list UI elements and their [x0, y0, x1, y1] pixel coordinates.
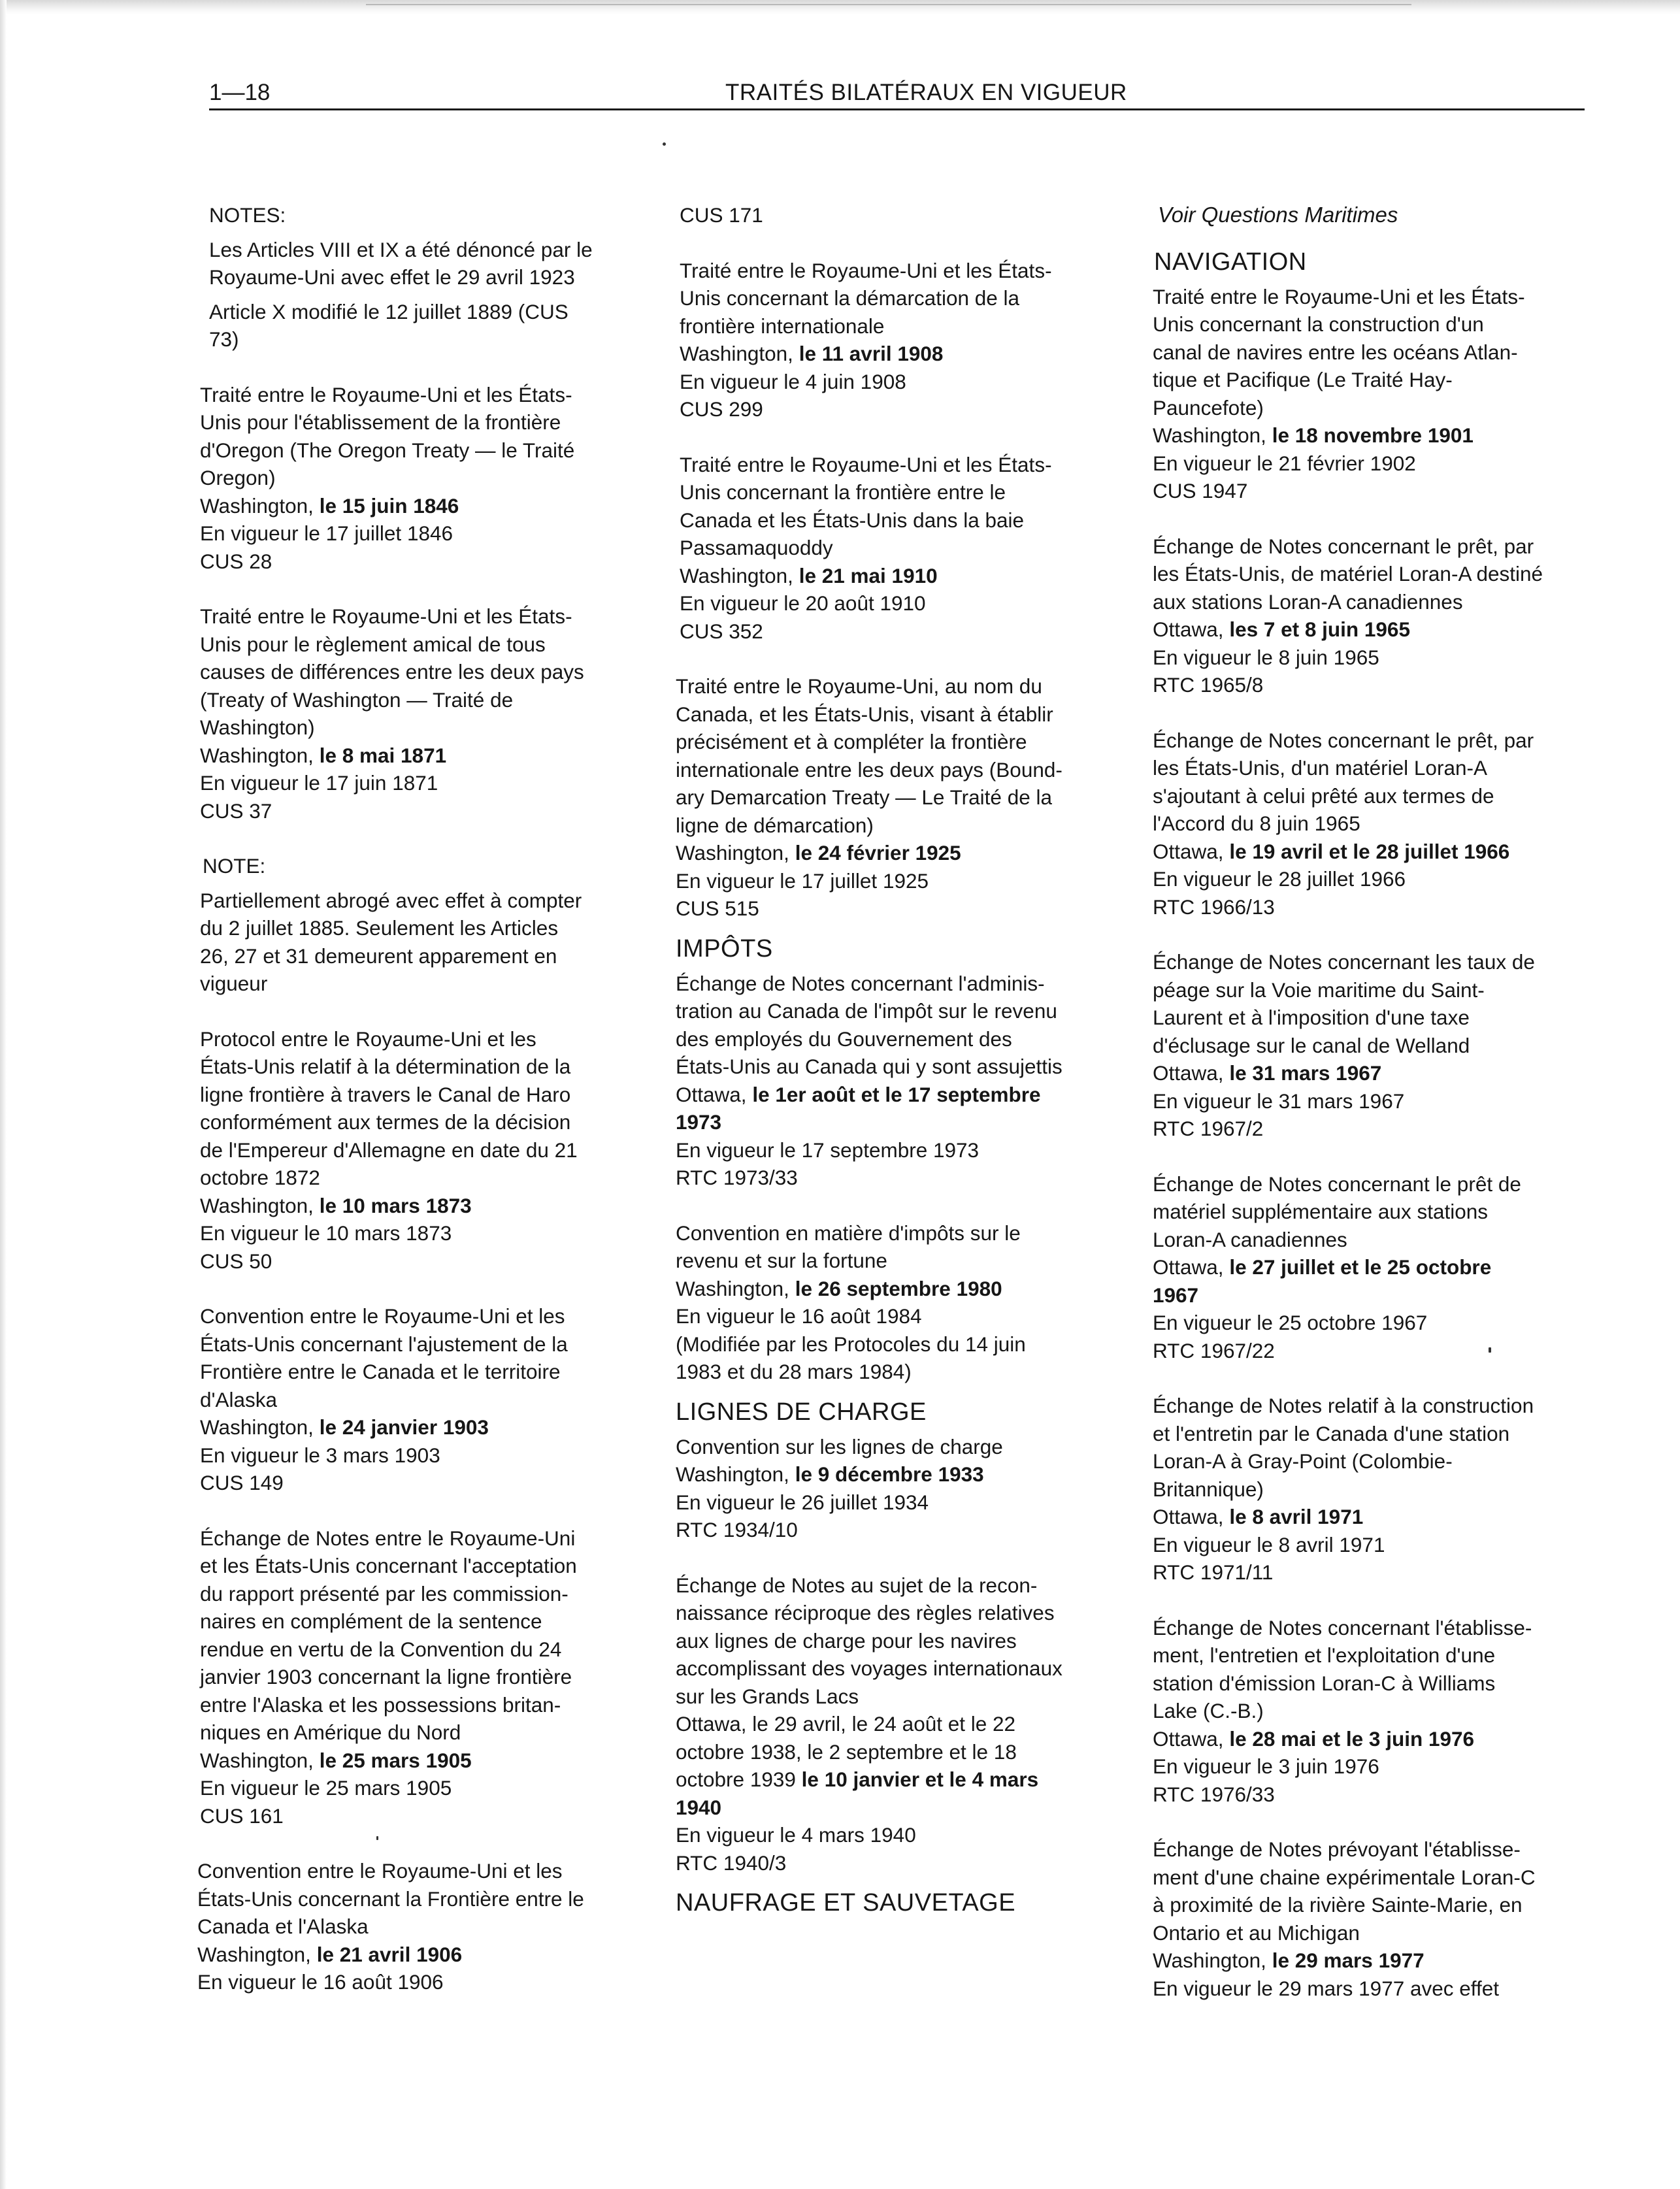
signature-date: le 8 avril 1971 [1229, 1505, 1364, 1528]
signature-line: Washington, le 11 avril 1908 [680, 342, 944, 365]
treaty-entry: Échange de Notes prévoyant l'établisse- ment d'une chaine expérimentale Loran-C à proximité de la rivière Sainte-Marie, en Ontario et au Michigan Washington, le 29 mars 1977 En vigueur le 29 mars 1977 avec effet [1153, 1835, 1594, 2002]
column-right [1150, 201, 1594, 2030]
treaty-entry: Traité entre le Royaume-Uni, au nom du Canada, et les États-Unis, visant à établir précisément et à compléter la frontière internationale entre les deux pays (Bound- ary Demarcation Treaty — Le Traité de la ligne de démarcation) Washington, le 24 février 1925 En vigueur le 17 juillet 1925 CUS 515 [676, 672, 1120, 923]
signature-date: le 26 septembre 1980 [795, 1276, 1002, 1300]
treaty-entry: Convention sur les lignes de charge Washington, le 9 décembre 1933 En vigueur le 26 juillet 1934 RTC 1934/10 [676, 1433, 1120, 1544]
treaty-reference: RTC 1976/33 [1153, 1782, 1275, 1806]
signature-line: Ottawa, le 1er août et le 17 septembre [676, 1082, 1041, 1106]
signature-line: Washington, le 26 septembre 1980 [676, 1276, 1002, 1300]
signature-line: Ottawa, le 28 mai et le 3 juin 1976 [1153, 1726, 1475, 1751]
treaty-reference: CUS 37 [200, 798, 272, 823]
signature-line: Ottawa, les 7 et 8 juin 1965 [1153, 617, 1410, 641]
treaty-entry: Échange de Notes concernant l'établisse- ment, l'entretien et l'exploitation d'une station d'émission Loran-C à Williams Lake (C.-B.) Ottawa, le 28 mai et le 3 juin 1976 En vigueur le 3 juin 1976 RTC 1976/33 [1153, 1614, 1594, 1809]
entry-into-force: En vigueur le 3 mars 1903 [200, 1443, 440, 1467]
treaty-reference: CUS 515 [676, 897, 759, 920]
cross-reference: Voir Questions Maritimes [1158, 203, 1398, 227]
treaty-entry: Échange de Notes concernant le prêt, par les États-Unis, de matériel Loran-A destiné aux stations Loran-A canadiennes Ottawa, les 7 et 8 juin 1965 En vigueur le 8 juin 1965 RTC 1965/8 [1153, 533, 1594, 699]
treaty-reference: RTC 1965/8 [1153, 673, 1264, 697]
signature-date: le 11 avril 1908 [799, 342, 944, 365]
signature-date: le 18 novembre 1901 [1272, 423, 1474, 447]
column-middle [676, 201, 1120, 1924]
signature-date: le 19 avril et le 28 juillet 1966 [1229, 839, 1510, 863]
treaty-reference: RTC 1973/33 [676, 1166, 798, 1189]
entry-into-force: En vigueur le 3 juin 1976 [1153, 1754, 1379, 1778]
running-head [209, 77, 1585, 110]
note-label: NOTE: [203, 854, 266, 878]
entry-into-force: En vigueur le 21 février 1902 [1153, 451, 1416, 475]
treaty-entry: Convention entre le Royaume-Uni et les États-Unis concernant l'ajustement de la Frontière entre le Canada et le territoire d'Alaska Washington, le 24 janvier 1903 En vigueur le 3 mars 1903 CUS 149 [200, 1302, 631, 1497]
signature-date: le 29 mars 1977 [1272, 1949, 1425, 1972]
amendment-note: 1983 et du 28 mars 1984) [676, 1360, 912, 1383]
signature-line: Ottawa, le 27 juillet et le 25 octobre [1153, 1255, 1492, 1279]
entry-into-force: En vigueur le 17 juillet 1846 [200, 521, 453, 545]
treaty-reference: CUS 352 [680, 619, 763, 643]
treaty-reference: RTC 1940/3 [676, 1851, 787, 1875]
treaty-reference: CUS 28 [200, 549, 272, 573]
entry-into-force: En vigueur le 20 août 1910 [680, 591, 926, 615]
treaty-reference: CUS 299 [680, 397, 763, 421]
signature-date: le 1er août et le 17 septembre [752, 1082, 1041, 1106]
scan-edge-left [0, 0, 7, 2189]
signature-line: Washington, le 21 mai 1910 [680, 563, 938, 587]
signature-date: le 15 juin 1846 [319, 493, 459, 518]
note-text: Article X modifié le 12 juillet 1889 (CUS 73) [209, 299, 568, 351]
treaty-entry: Échange de Notes concernant le prêt, par les États-Unis, d'un matériel Loran-A s'ajoutant à celui prêté aux termes de l'Accord du 8 juin 1965 Ottawa, le 19 avril et le 28 juillet 1966 En vigueur le 28 juillet 1966 RTC 1966/13 [1153, 727, 1594, 921]
entry-into-force: En vigueur le 17 juin 1871 [200, 771, 438, 795]
treaty-entry: Protocol entre le Royaume-Uni et les États-Unis relatif à la détermination de la ligne frontière à travers le Canal de Haro conformément aux termes de la décision de l'Empereur d'Allemagne en date du 21 octobre 1872 Washington, le 10 mars 1873 En vigueur le 10 mars 1873 CUS 50 [200, 1025, 631, 1276]
signature-line: Washington, le 15 juin 1846 [200, 493, 459, 518]
treaty-reference: CUS 50 [200, 1249, 272, 1273]
entry-into-force: En vigueur le 10 mars 1873 [200, 1221, 452, 1245]
treaty-entry: Échange de Notes concernant le prêt de matériel supplémentaire aux stations Loran-A canadiennes Ottawa, le 27 juillet et le 25 octobre 1967 En vigueur le 25 octobre 1967 RTC 1967/22 [1153, 1170, 1594, 1365]
running-title: TRAITÉS BILATÉRAUX EN VIGUEUR [725, 80, 1127, 105]
entry-into-force: En vigueur le 28 juillet 1966 [1153, 867, 1406, 891]
entry-into-force: En vigueur le 17 juillet 1925 [676, 868, 929, 893]
scan-edge-top [0, 0, 1680, 14]
scan-artifact-line [366, 4, 1411, 5]
treaty-entry: Traité entre le Royaume-Uni et les États- Unis concernant la construction d'un canal de navires entre les océans Atlan- tique et Pacifique (Le Traité Hay- Pauncefote) Washington, le 18 novembre 1901 En vigueur le 21 février 1902 CUS 1947 [1153, 283, 1594, 505]
entry-into-force: En vigueur le 31 mars 1967 [1153, 1089, 1405, 1113]
treaty-reference: RTC 1966/13 [1153, 895, 1275, 919]
signature-date-cont: 1967 [1153, 1283, 1199, 1307]
notes-label: NOTES: [209, 203, 286, 227]
signature-line: Washington, le 24 février 1925 [676, 841, 961, 864]
signature-line: Ottawa, le 8 avril 1971 [1153, 1505, 1364, 1528]
treaty-reference: CUS 171 [680, 203, 763, 227]
signature-date: le 31 mars 1967 [1229, 1061, 1382, 1085]
treaty-reference: RTC 1967/22 [1153, 1338, 1275, 1362]
treaty-entry: Traité entre le Royaume-Uni et les États- Unis concernant la démarcation de la frontière internationale Washington, le 11 avril 1908 En vigueur le 4 juin 1908 CUS 299 [680, 257, 1120, 423]
page-number: 1—18 [209, 80, 271, 105]
note-text: Partiellement abrogé avec effet à compter du 2 juillet 1885. Seulement les Articles 26, 27 et 31 demeurent apparement en vigueur [200, 888, 582, 995]
treaty-entry: Convention en matière d'impôts sur le revenu et sur la fortune Washington, le 26 septembre 1980 En vigueur le 16 août 1984 (Modifiée par les Protocoles du 14 juin 1983 et du 28 mars 1984) [676, 1219, 1120, 1386]
signature-line: Ottawa, le 31 mars 1967 [1153, 1061, 1382, 1085]
signature-line: octobre 1939 le 10 janvier et le 4 mars [676, 1768, 1039, 1791]
section-heading-navigation: NAVIGATION [1154, 248, 1307, 276]
treaty-reference: CUS 161 [200, 1803, 284, 1828]
treaty-entry: Traité entre le Royaume-Uni et les États- Unis pour le règlement amical de tous causes de différences entre les deux pays (Treaty of Washington — Traité de Washington) Washington, le 8 mai 1871 En vigueur le 17 juin 1871 CUS 37 [200, 602, 631, 825]
signature-date: le 10 janvier et le 4 mars [801, 1768, 1039, 1791]
treaty-entry: Convention entre le Royaume-Uni et les États-Unis concernant la Frontière entre le Canada et l'Alaska Washington, le 21 avril 1906 En vigueur le 16 août 1906 [197, 1857, 631, 1996]
signature-line: Washington, le 10 mars 1873 [200, 1193, 472, 1217]
signature-line: Washington, le 25 mars 1905 [200, 1748, 472, 1772]
column-left [197, 201, 631, 2024]
treaty-entry: Échange de Notes relatif à la construction et l'entretin par le Canada d'une station Loran-A à Gray-Point (Colombie- Britannique) Ottawa, le 8 avril 1971 En vigueur le 8 avril 1971 RTC 1971/11 [1153, 1392, 1594, 1587]
signature-date-cont: 1940 [676, 1795, 722, 1819]
section-heading-lignes-de-charge: LIGNES DE CHARGE [676, 1398, 927, 1426]
entry-into-force: En vigueur le 16 août 1984 [676, 1304, 922, 1328]
treaty-reference: CUS 149 [200, 1471, 284, 1494]
signature-date: le 28 mai et le 3 juin 1976 [1229, 1726, 1475, 1751]
entry-into-force: En vigueur le 26 juillet 1934 [676, 1490, 929, 1514]
scan-speck [663, 142, 666, 146]
treaty-reference: RTC 1971/11 [1153, 1560, 1274, 1584]
signature-line: Washington, le 21 avril 1906 [197, 1942, 463, 1966]
entry-into-force: En vigueur le 25 mars 1905 [200, 1776, 452, 1800]
signature-date: le 24 février 1925 [795, 841, 961, 864]
treaty-entry: Échange de Notes concernant l'adminis- tration au Canada de l'impôt sur le revenu des employés du Gouvernement des États-Unis au Canada qui y sont assujettis Ottawa, le 1er août et le 17 septembre 1973 En vigueur le 17 septembre 1973 RTC 1973/33 [676, 970, 1120, 1192]
entry-into-force: En vigueur le 16 août 1906 [197, 1970, 444, 1994]
section-heading-impots: IMPÔTS [676, 934, 773, 963]
treaty-reference: RTC 1934/10 [676, 1518, 798, 1541]
treaty-entry: Échange de Notes concernant les taux de péage sur la Voie maritime du Saint- Laurent et à l'imposition d'une taxe d'éclusage sur le canal de Welland Ottawa, le 31 mars 1967 En vigueur le 31 mars 1967 RTC 1967/2 [1153, 948, 1594, 1143]
entry-into-force: En vigueur le 4 mars 1940 [676, 1823, 916, 1847]
signature-line: Ottawa, le 19 avril et le 28 juillet 1966 [1153, 839, 1510, 863]
signature-date: le 21 mai 1910 [799, 563, 938, 587]
signature-date: le 9 décembre 1933 [795, 1462, 984, 1486]
signature-line: Washington, le 9 décembre 1933 [676, 1462, 984, 1486]
section-heading-naufrage: NAUFRAGE ET SAUVETAGE [676, 1889, 1016, 1917]
treaty-entry: Échange de Notes au sujet de la recon- naissance réciproque des règles relatives aux lignes de charge pour les navires accomplissant des voyages internationaux sur les Grands Lacs Ottawa, le 29 avril, le 24 août et le 22 octobre 1938, le 2 septembre et le 18 octobre 1939 le 10 janvier et le 4 mars 1940 En vigueur le 4 mars 1940 RTC 1940/3 [676, 1572, 1120, 1877]
signature-date: le 10 mars 1873 [319, 1193, 472, 1217]
signature-line: Washington, le 8 mai 1871 [200, 743, 447, 767]
signature-date: le 24 janvier 1903 [319, 1415, 489, 1439]
entry-into-force: En vigueur le 29 mars 1977 avec effet [1153, 1976, 1499, 2000]
signature-date: le 27 juillet et le 25 octobre [1229, 1255, 1492, 1279]
signature-line: Washington, le 18 novembre 1901 [1153, 423, 1474, 447]
entry-into-force: En vigueur le 8 juin 1965 [1153, 645, 1379, 669]
signature-date: les 7 et 8 juin 1965 [1229, 617, 1410, 641]
signature-date: le 25 mars 1905 [319, 1748, 472, 1772]
signature-date-cont: 1973 [676, 1110, 722, 1134]
signature-date: le 21 avril 1906 [316, 1942, 463, 1966]
note-text: Les Articles VIII et IX a été dénoncé par le Royaume-Uni avec effet le 29 avril 1923 [209, 237, 593, 289]
entry-into-force: En vigueur le 4 juin 1908 [680, 369, 906, 393]
amendment-note: (Modifiée par les Protocoles du 14 juin [676, 1332, 1026, 1356]
entry-into-force: En vigueur le 25 octobre 1967 [1153, 1311, 1428, 1334]
signature-line: Washington, le 29 mars 1977 [1153, 1949, 1425, 1972]
treaty-reference: RTC 1967/2 [1153, 1117, 1264, 1140]
treaty-entry: Traité entre le Royaume-Uni et les États- Unis concernant la frontière entre le Canada et les États-Unis dans la baie Passamaquoddy Washington, le 21 mai 1910 En vigueur le 20 août 1910 CUS 352 [680, 451, 1120, 646]
signature-line: Washington, le 24 janvier 1903 [200, 1415, 489, 1439]
treaty-reference: CUS 1947 [1153, 479, 1248, 502]
treaty-entry: Traité entre le Royaume-Uni et les États- Unis pour l'établissement de la frontière d'Oregon (The Oregon Treaty — le Traité Oregon) Washington, le 15 juin 1846 En vigueur le 17 juillet 1846 CUS 28 [200, 381, 631, 576]
treaty-entry: Échange de Notes entre le Royaume-Uni et les États-Unis concernant l'acceptation du rapport présenté par les commission- naires en complément de la sentence rendue en vertu de la Convention du 24 janvier 1903 concernant la ligne frontière entre l'Alaska et les possessions britan- niques en Amérique du Nord Washington, le 25 mars 1905 En vigueur le 25 mars 1905 CUS 161 [200, 1524, 631, 1830]
entry-into-force: En vigueur le 17 septembre 1973 [676, 1138, 980, 1162]
signature-date: le 8 mai 1871 [319, 743, 447, 767]
entry-into-force: En vigueur le 8 avril 1971 [1153, 1532, 1385, 1556]
